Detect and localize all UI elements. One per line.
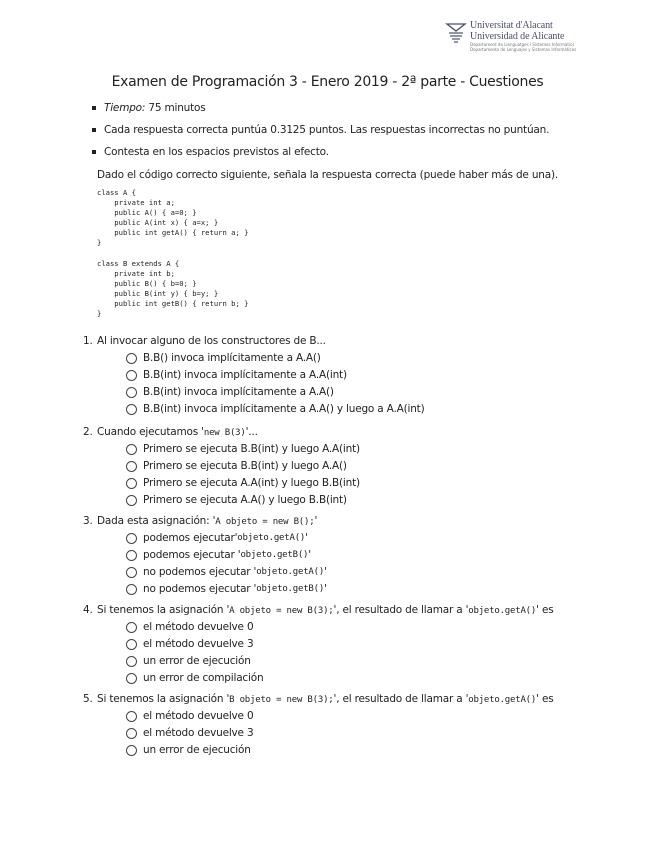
answer-option[interactable] xyxy=(126,638,253,650)
answer-option[interactable] xyxy=(126,369,347,381)
option-code: objeto.getB() xyxy=(256,584,325,594)
question-text-mid: ' xyxy=(314,515,318,527)
option-text: B.B() invoca implícitamente a A.A() xyxy=(143,352,321,364)
option-text: el método devuelve 0 xyxy=(143,621,254,633)
option-text: el método devuelve 3 xyxy=(143,727,254,739)
answer-option[interactable] xyxy=(126,386,334,398)
radio-circle-icon[interactable] xyxy=(126,622,137,633)
question-text: Al invocar alguno de los constructores de B... xyxy=(97,335,326,347)
radio-circle-icon[interactable] xyxy=(126,461,137,472)
option-text: el método devuelve 3 xyxy=(143,638,254,650)
instruction-answer-space: Contesta en los espacios previstos al efecto. xyxy=(92,145,549,167)
university-emblem-icon xyxy=(445,22,467,46)
radio-circle-icon[interactable] xyxy=(126,387,137,398)
option-text: Primero se ejecuta B.B(int) y luego A.A(int) xyxy=(143,443,360,455)
question-text-mid: '... xyxy=(245,426,258,438)
time-value: 75 minutos xyxy=(145,102,206,114)
answer-option[interactable] xyxy=(126,443,360,455)
option-text: el método devuelve 0 xyxy=(143,710,254,722)
radio-circle-icon[interactable] xyxy=(126,353,137,364)
option-text-post: ' xyxy=(308,549,311,561)
option-text: B.B(int) invoca implícitamente a A.A() xyxy=(143,386,334,398)
university-logo xyxy=(445,20,585,60)
radio-circle-icon[interactable] xyxy=(126,370,137,381)
radio-circle-icon[interactable] xyxy=(126,567,137,578)
question-number: 5. xyxy=(83,693,93,705)
answer-option[interactable] xyxy=(126,477,360,489)
question-code: A objeto = new B(); xyxy=(215,517,315,527)
radio-circle-icon[interactable] xyxy=(126,533,137,544)
logo-subtext-1: Departament de Llenguatges i Sistemes Informàtics xyxy=(470,42,575,47)
radio-circle-icon[interactable] xyxy=(126,404,137,415)
question-code: B objeto = new B(3); xyxy=(229,695,334,705)
question-3 xyxy=(83,515,317,527)
radio-circle-icon[interactable] xyxy=(126,550,137,561)
radio-circle-icon[interactable] xyxy=(126,728,137,739)
answer-option[interactable] xyxy=(126,532,308,544)
option-text: podemos ejecutar' xyxy=(143,532,238,544)
answer-option[interactable] xyxy=(126,710,253,722)
question-2 xyxy=(83,426,258,438)
question-code-2: objeto.getA() xyxy=(468,606,537,616)
radio-circle-icon[interactable] xyxy=(126,639,137,650)
answer-option[interactable] xyxy=(126,494,347,506)
radio-circle-icon[interactable] xyxy=(126,745,137,756)
radio-circle-icon[interactable] xyxy=(126,673,137,684)
option-text: no podemos ejecutar ' xyxy=(143,583,257,595)
option-text: un error de compilación xyxy=(143,672,264,684)
option-code: objeto.getA() xyxy=(256,567,325,577)
question-1 xyxy=(83,335,326,347)
option-text: Primero se ejecuta A.A() y luego B.B(int) xyxy=(143,494,347,506)
question-number: 1. xyxy=(83,335,93,347)
page-title: Examen de Programación 3 - Enero 2019 - 2ª parte - Cuestiones xyxy=(111,74,544,90)
question-text: Cuando ejecutamos ' xyxy=(97,426,204,438)
option-text: Primero se ejecuta B.B(int) y luego A.A() xyxy=(143,460,347,472)
option-text-post: ' xyxy=(305,532,308,544)
question-number: 3. xyxy=(83,515,93,527)
question-code-2: objeto.getA() xyxy=(468,695,537,705)
answer-option[interactable] xyxy=(126,352,321,364)
question-text-post: ' es xyxy=(536,693,554,705)
answer-option[interactable] xyxy=(126,655,251,667)
radio-circle-icon[interactable] xyxy=(126,444,137,455)
option-text: un error de ejecución xyxy=(143,744,251,756)
option-text: B.B(int) invoca implícitamente a A.A() y luego a A.A(int) xyxy=(143,403,425,415)
code-class-b: class B extends A { private int b; public B() { b=0; } public B(int y) { b=y; } public int getB() { return b; } } xyxy=(97,259,249,318)
radio-circle-icon[interactable] xyxy=(126,711,137,722)
question-5 xyxy=(83,693,553,705)
logo-line-2: Universidad de Alicante xyxy=(470,31,565,42)
option-text: B.B(int) invoca implícitamente a A.A(int) xyxy=(143,369,347,381)
radio-circle-icon[interactable] xyxy=(126,584,137,595)
option-text-post: ' xyxy=(324,583,327,595)
instruction-time xyxy=(92,101,549,123)
answer-option[interactable] xyxy=(126,566,327,578)
question-text: Dada esta asignación: ' xyxy=(97,515,216,527)
question-text: Si tenemos la asignación ' xyxy=(97,604,230,616)
answer-option[interactable] xyxy=(126,744,251,756)
question-number: 2. xyxy=(83,426,93,438)
option-text-post: ' xyxy=(324,566,327,578)
option-text: Primero se ejecuta A.A(int) y luego B.B(int) xyxy=(143,477,360,489)
answer-option[interactable] xyxy=(126,672,263,684)
intro-text: Dado el código correcto siguiente, señala la respuesta correcta (puede haber más de una). xyxy=(97,169,558,181)
question-text-post: ' es xyxy=(536,604,554,616)
answer-option[interactable] xyxy=(126,583,327,595)
answer-option[interactable] xyxy=(126,460,347,472)
time-label: Tiempo: xyxy=(104,102,146,114)
radio-circle-icon[interactable] xyxy=(126,478,137,489)
radio-circle-icon[interactable] xyxy=(126,495,137,506)
question-text-mid: ', el resultado de llamar a ' xyxy=(333,693,469,705)
code-class-a: class A { private int a; public A() { a=0; } public A(int x) { a=x; } public int getA() { return a; } } xyxy=(97,188,249,247)
radio-circle-icon[interactable] xyxy=(126,656,137,667)
logo-line-1: Universitat d'Alacant xyxy=(470,20,553,31)
question-number: 4. xyxy=(83,604,93,616)
option-text: podemos ejecutar ' xyxy=(143,549,241,561)
instructions-list xyxy=(92,101,549,167)
answer-option[interactable] xyxy=(126,549,311,561)
question-4 xyxy=(83,604,553,616)
option-code: objeto.getB() xyxy=(240,550,309,560)
question-text: Si tenemos la asignación ' xyxy=(97,693,230,705)
question-code: A objeto = new B(3); xyxy=(229,606,334,616)
option-text: no podemos ejecutar ' xyxy=(143,566,257,578)
option-code: objeto.getA() xyxy=(237,533,306,543)
instruction-scoring: Cada respuesta correcta puntúa 0.3125 puntos. Las respuestas incorrectas no puntúan. xyxy=(92,123,549,145)
question-text-mid: ', el resultado de llamar a ' xyxy=(333,604,469,616)
option-text: un error de ejecución xyxy=(143,655,251,667)
answer-option[interactable] xyxy=(126,621,253,633)
logo-subtext-2: Departamento de Lenguajes y Sistemas Informáticos xyxy=(470,47,577,52)
answer-option[interactable] xyxy=(126,403,424,415)
answer-option[interactable] xyxy=(126,727,253,739)
question-code: new B(3) xyxy=(203,428,246,438)
